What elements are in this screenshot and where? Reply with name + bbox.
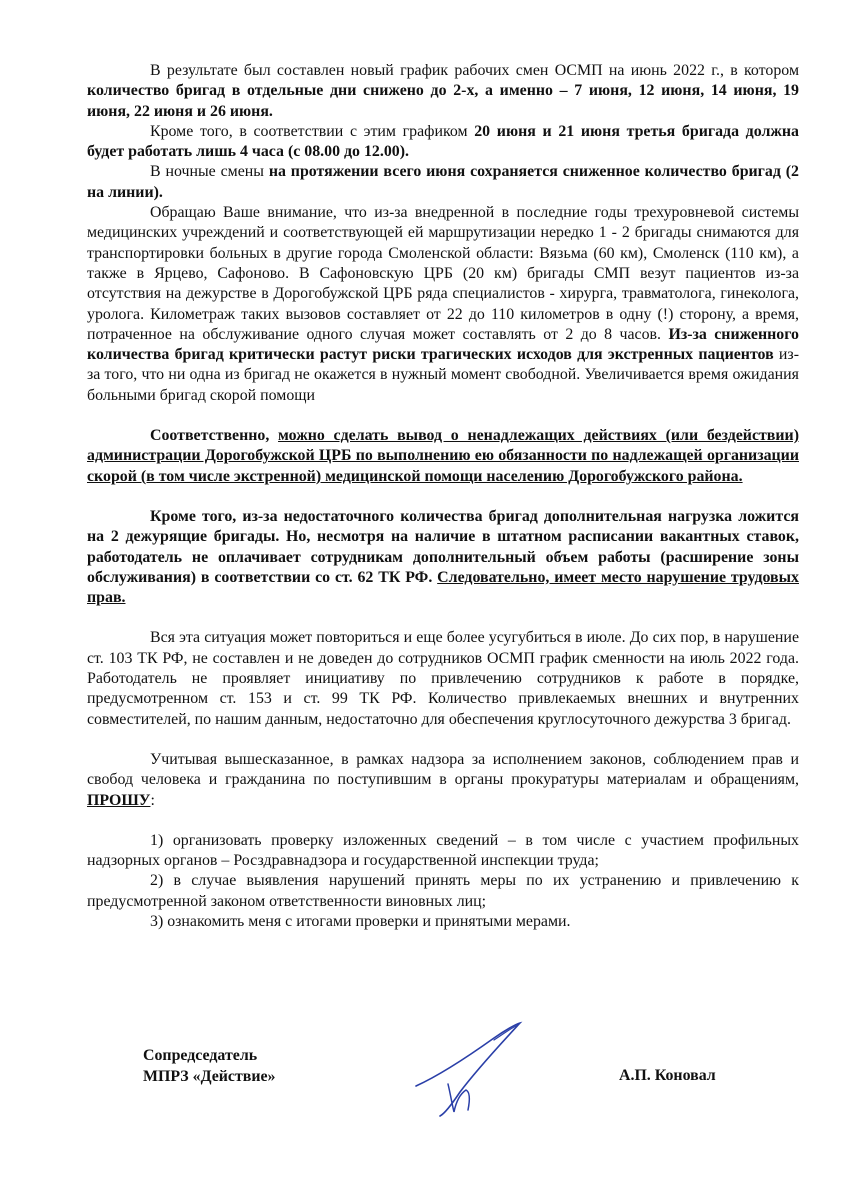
paragraph-routing: Обращаю Ваше внимание, что из-за внедренной в последние годы трехуровневой системы медицинских учреждений и соответствующей ей маршрутизации нередко 1 - 2 бригады снимаются для транспортировки больных в другие города Смоленской области: Вязьма (60 км), Смоленск (110 км), а также в Ярцево, Сафоново. В Сафоновскую ЦРБ (20 км) бригады СМП везут пациентов из-за отсутствия на дежурстве в Дорогобужской ЦРБ ряда специалистов - хирурга, травматолога, гинеколога, уролога. Километраж таких вызовов составляет от 22 до 110 километров в одну (!) сторону, а время, потраченное на обслуживание одного случая может составлять от 2 до 8 часов. Из-за сниженного количества бригад критически растут риски трагических исходов для экстренных пациентов из-за того, что ни одна из бригад не окажется в нужный момент свободной. Увеличивается время ожидания больными бригад скорой помощи — [87, 204, 800, 404]
underlined-labor-violation: Следовательно, имеет место нарушение трудовых прав. — [87, 568, 799, 607]
bold-conclusion-lead: Соответственно, — [150, 427, 279, 445]
paragraph-night-shifts: В ночные смены на протяжении всего июня сохраняется сниженное количество бригад (2 на линии). — [87, 163, 799, 201]
paragraph-july-situation: Вся эта ситуация может повториться и еще более усугубиться в июле. До сих пор, в нарушение ст. 103 ТК РФ, не составлен и не доведен до сотрудников ОСМП график сменности на июль 2022 года. Работодатель не проявляет инициативу по привлечению сотрудников к работе в порядке, предусмотренном ст. 153 и ст. 99 ТК РФ. Количество привлекаемых внешних и внутренних совместителей, по нашим данным, недостаточно для обеспечения круглосуточного дежурства 3 бригад. — [87, 629, 799, 728]
paragraph-conclusion — [87, 426, 799, 487]
underlined-conclusion: можно сделать вывод о ненадлежащих действиях (или бездействии) администрации Дорогобужской ЦРБ по выполнению ею обязанности по надлежащей организации скорой (в том числе экстренной) медицинской помощи населению Дорогобужского района. — [87, 427, 799, 485]
signatory-name: А.П. Коновал — [619, 1067, 716, 1084]
paragraph-request: Учитывая вышесказанное, в рамках надзора за исполнением законов, соблюдением прав и свобод человека и гражданина по поступившим в органы прокуратуры материалам и обращениям, ПРОШУ: — [87, 750, 799, 809]
underlined-request-word: ПРОШУ — [87, 791, 151, 809]
bold-risks: Из-за сниженного количества бригад критически растут риски трагических исходов для экстренных пациентов — [87, 325, 799, 364]
bold-brigade-reduction: количество бригад в отдельные дни снижено до 2-х, а именно – 7 июня, 12 июня, 14 июня, 19 июня, 22 июня и 26 июня. — [87, 82, 799, 120]
paragraph-schedule: В результате был составлен новый график рабочих смен ОСМП на июнь 2022 г., в котором количество бригад в отдельные дни снижено до 2-х, а именно – 7 июня, 12 июня, 14 июня, 19 июня, 22 июня и 26 июня. — [87, 62, 799, 120]
signatory-title — [143, 1046, 276, 1087]
paragraph-third-brigade: Кроме того, в соответствии с этим графиком 20 июня и 21 июня третья бригада должна будет работать лишь 4 часа (с 08.00 до 12.00). — [87, 122, 799, 161]
handwritten-signature — [408, 1020, 528, 1120]
bold-night-shifts: на протяжении всего июня сохраняется сниженное количество бригад (2 на линии). — [87, 163, 799, 201]
bold-third-brigade-hours: 20 июня и 21 июня третья бригада должна будет работать лишь 4 часа (с 08.00 до 12.00). — [87, 122, 799, 161]
letter-body — [87, 61, 799, 932]
signatory-organization: МПРЗ «Действие» — [143, 1067, 276, 1085]
request-item-2: 2) в случае выявления нарушений принять меры по их устранению и привлечению к предусмотренной законом ответственности виновных лиц; — [87, 872, 799, 910]
request-item-3: 3) ознакомить меня с итогами проверки и принятыми мерами. — [150, 912, 571, 930]
bold-additional-load: Кроме того, из-за недостаточного количества бригад дополнительная нагрузка ложится на 2 дежурящие бригады. Но, несмотря на наличие в штатном расписании вакантных ставок, работодатель не оплачивает сотрудникам дополнительный объем работы (расширение зоны обслуживания) в соответствии со ст. 62 ТК РФ. — [87, 507, 799, 586]
signatory-role: Сопредседатель — [143, 1047, 258, 1064]
paragraph-labor-rights — [87, 507, 799, 608]
request-item-1: 1) организовать проверку изложенных сведений – в том числе с участием профильных надзорных органов – Росздравнадзора и государственной инспекции труда; — [87, 831, 799, 870]
